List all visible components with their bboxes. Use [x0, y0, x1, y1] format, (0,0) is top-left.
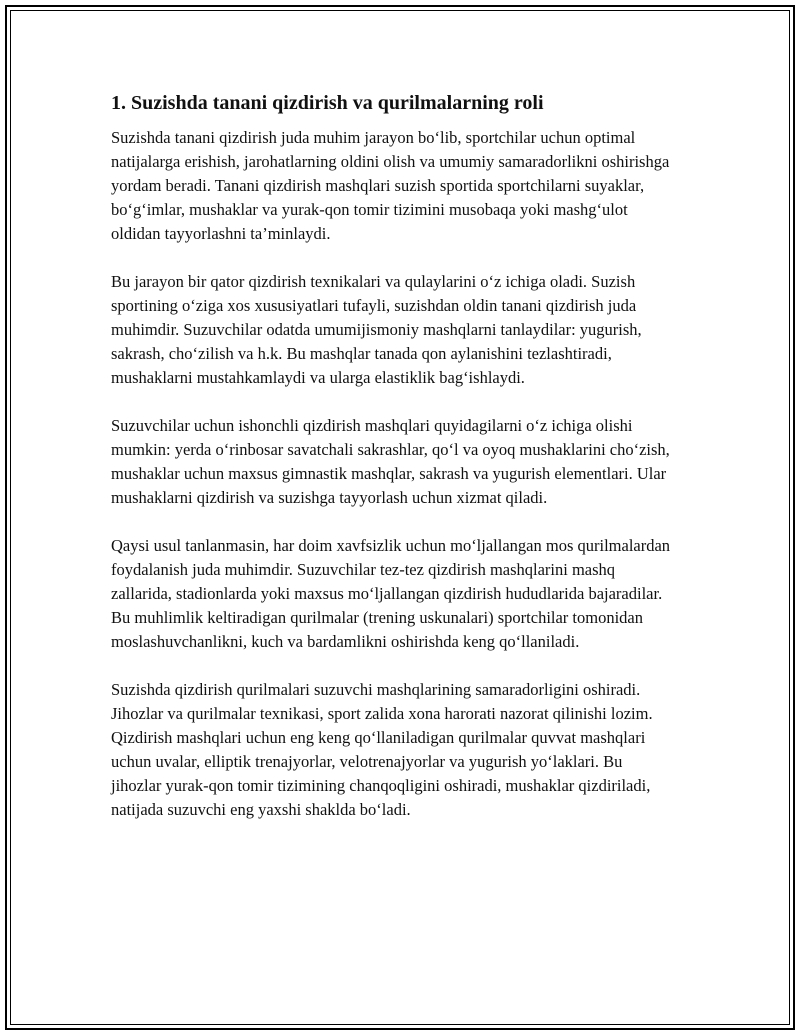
paragraph-4: Qaysi usul tanlanmasin, har doim xavfsizlik uchun mo‘ljallangan mos qurilmalardan foydalanish juda muhimdir. Suzuvchilar tez-tez qizdirish mashqlarini mashq zallarida, stadionlarda yoki maxsus mo‘ljallangan qizdirish hududlarida bajaradilar. Bu muhlimlik keltiradigan qurilmalar (trening uskunalari) sportchilar tomonidan moslashuvchanlikni, kuch va bardamlikni oshirishda keng qo‘llaniladi.: [111, 536, 671, 651]
paragraph-2: Bu jarayon bir qator qizdirish texnikalari va qulaylarini o‘z ichiga oladi. Suzish sportining o‘ziga xos xususiyatlari tufayli, suzishdan oldin tanani qizdirish juda muhimdir. Suzuvchilar odatda umumijismoniy mashqlarni tanlaydilar: yugurish, sakrash, cho‘zilish va h.k. Bu mashqlar tanada qon aylanishini tezlashtiradi, mushaklarni mustahkamlaydi va ularga elastiklik bag‘ishlaydi.: [111, 272, 642, 387]
document-body: [111, 90, 671, 846]
paragraph-3: Suzuvchilar uchun ishonchli qizdirish mashqlari quyidagilarni o‘z ichiga olishi mumkin: yerda o‘rinbosar savatchali sakrashlar, qo‘l va oyoq mushaklarini cho‘zish, mushaklar uchun maxsus gimnastik mashqlar, sakrash va yugurish elementlari. Ular mushaklarni qizdirish va suzishga tayyorlash uchun xizmat qiladi.: [111, 416, 670, 507]
paragraph-1: Suzishda tanani qizdirish juda muhim jarayon bo‘lib, sportchilar uchun optimal natijalarga erishish, jarohatlarning oldini olish va umumiy samaradorlikni oshirishga yordam beradi. Tanani qizdirish mashqlari suzish sportida sportchilarni suyaklar, bo‘g‘imlar, mushaklar va yurak-qon tomir tizimini musobaqa yoki mashg‘ulot oldidan tayyorlashni ta’minlaydi.: [111, 128, 670, 243]
section-title: 1. Suzishda tanani qizdirish va qurilmalarning roli: [111, 92, 544, 114]
paragraph-5: Suzishda qizdirish qurilmalari suzuvchi mashqlarining samaradorligini oshiradi. Jihozlar va qurilmalar texnikasi, sport zalida xona harorati nazorat qilinishi lozim. Qizdirish mashqlari uchun eng keng qo‘llaniladigan qurilmalar quvvat mashqlari uchun uvalar, elliptik trenajyorlar, velotrenajyorlar va yugurish yo‘laklari. Bu jihozlar yurak-qon tomir tizimining chanqoqligini oshiradi, mushaklar qizdiriladi, natijada suzuvchi eng yaxshi shaklda bo‘ladi.: [111, 680, 653, 819]
